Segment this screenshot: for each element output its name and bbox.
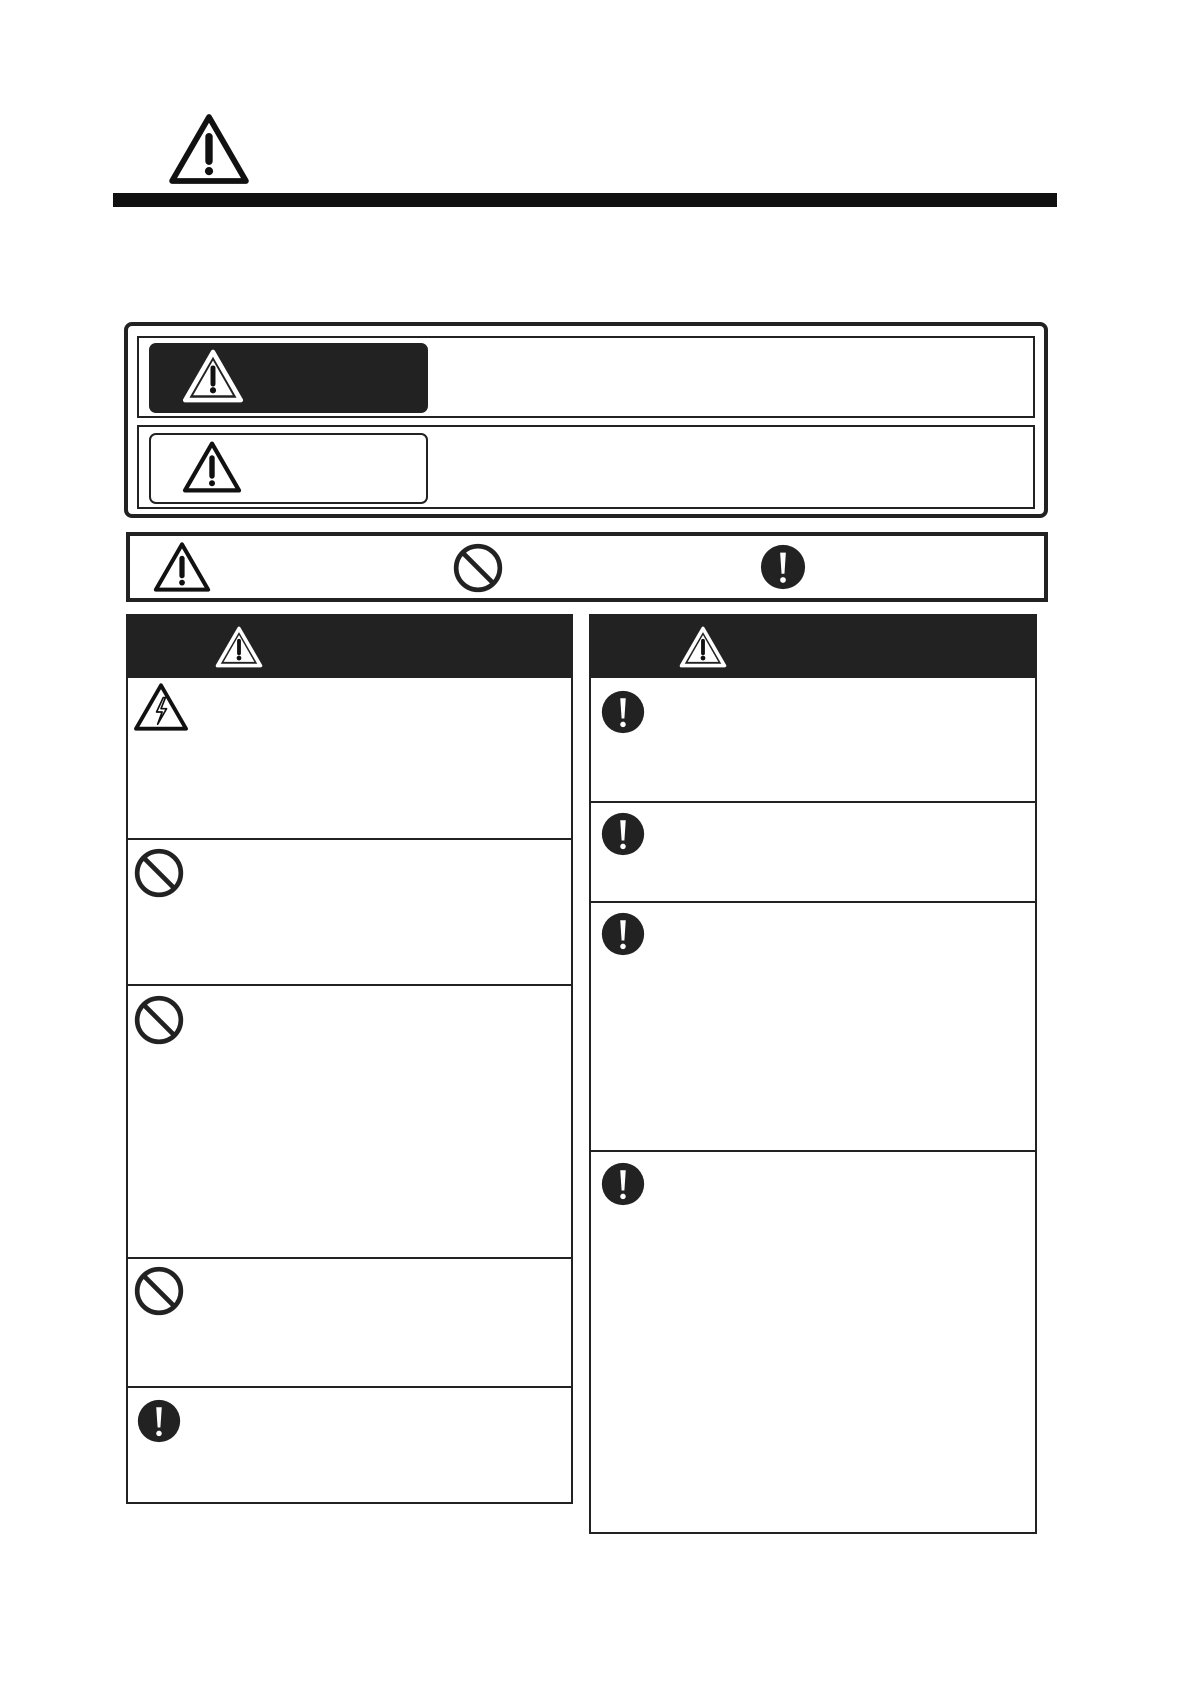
- right-item-divider: [591, 801, 1035, 803]
- mandatory-action-icon: [600, 910, 646, 958]
- right-caution-column: [589, 614, 1037, 1534]
- signal-dark-warning-icon: [182, 348, 244, 404]
- left-warning-column: [126, 614, 573, 1504]
- prohibition-icon: [133, 1265, 185, 1317]
- right-column-header: [591, 616, 1035, 678]
- mandatory-action-icon: [600, 688, 646, 736]
- symbol-legend: [126, 532, 1048, 602]
- right-header-warning-icon: [679, 625, 727, 669]
- mandatory-action-icon: [600, 1160, 646, 1208]
- left-column-header: [128, 616, 571, 678]
- left-item-divider: [128, 1386, 571, 1388]
- title-warning-triangle-icon: [168, 112, 250, 186]
- prohibition-icon: [133, 847, 185, 899]
- signal-light-warning-icon: [182, 440, 242, 494]
- legend-warning-triangle-icon: [153, 540, 211, 594]
- electric-shock-icon: [133, 682, 189, 732]
- left-header-warning-icon: [215, 625, 263, 669]
- mandatory-action-icon: [136, 1397, 182, 1445]
- left-item-divider: [128, 1257, 571, 1259]
- right-item-divider: [591, 1150, 1035, 1152]
- legend-mandatory-action-icon: [759, 543, 807, 591]
- title-rule: [113, 193, 1057, 207]
- legend-prohibition-icon: [452, 542, 504, 594]
- left-item-divider: [128, 984, 571, 986]
- right-item-divider: [591, 901, 1035, 903]
- prohibition-icon: [133, 994, 185, 1046]
- left-item-divider: [128, 838, 571, 840]
- mandatory-action-icon: [600, 810, 646, 858]
